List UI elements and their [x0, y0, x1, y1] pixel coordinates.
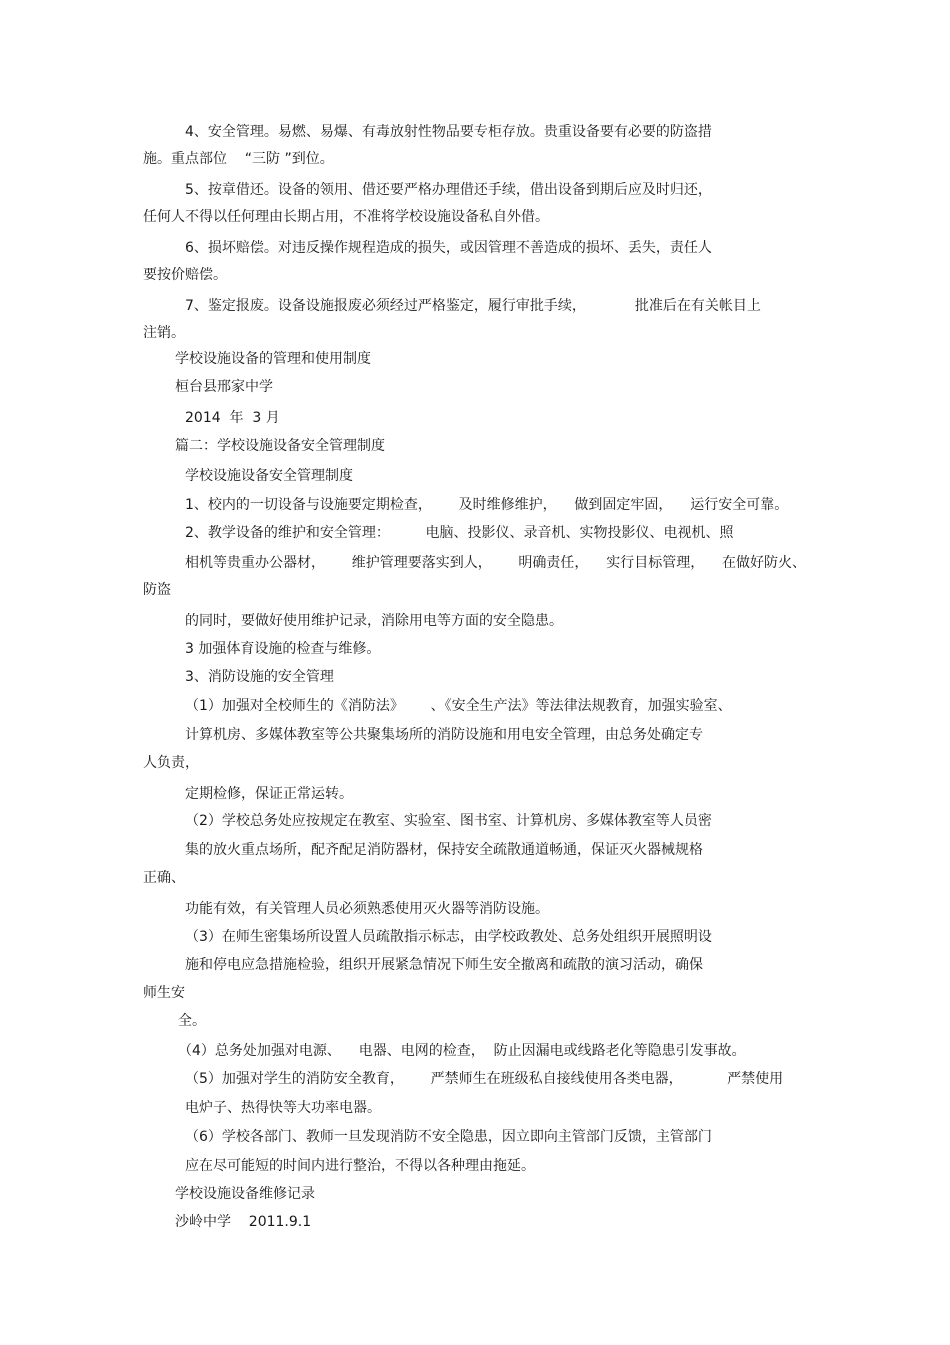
text-line: 学校设施设备的管理和使用制度 [175, 351, 371, 367]
text-line: 施。重点部位 “三防 ”到位。 [143, 151, 334, 167]
text-line: 全。 [178, 1013, 206, 1029]
text-line: 要按价赔偿。 [143, 267, 227, 283]
text-line: 集的放火重点场所，配齐配足消防器材，保持安全疏散通道畅通，保证灭火器械规格 [185, 842, 703, 858]
text-line: 3 加强体育设施的检查与维修。 [185, 641, 381, 657]
text-line: 1、校内的一切设备与设施要定期检查， 及时维修维护， 做到固定牢固， 运行安全可靠。 [185, 497, 789, 513]
text-line: 桓台县邢家中学 [175, 379, 273, 395]
text-line: 正确、 [143, 870, 185, 886]
text-line: 学校设施设备维修记录 [175, 1186, 315, 1202]
text-line: 3、消防设施的安全管理 [185, 669, 334, 685]
text-line: 篇二：学校设施设备安全管理制度 [175, 438, 385, 454]
text-line: 任何人不得以任何理由长期占用，不准将学校设施设备私自外借。 [143, 209, 549, 225]
text-line: 的同时，要做好使用维护记录，消除用电等方面的安全隐患。 [185, 613, 563, 629]
text-line: （5）加强对学生的消防安全教育， 严禁师生在班级私自接线使用各类电器， 严禁使用 [185, 1071, 784, 1087]
text-line: 人负责， [143, 755, 199, 771]
text-line: （6）学校各部门、教师一旦发现消防不安全隐患，因立即向主管部门反馈，主管部门 [185, 1129, 712, 1145]
text-line: 计算机房、多媒体教室等公共聚集场所的消防设施和用电安全管理，由总务处确定专 [185, 727, 703, 743]
text-line: （1）加强对全校师生的《消防法》 、《安全生产法》等法律法规教育，加强实验室、 [185, 698, 732, 714]
text-line: 学校设施设备安全管理制度 [185, 468, 353, 484]
text-line: 4、安全管理。易燃、易爆、有毒放射性物品要专柜存放。贵重设备要有必要的防盗措 [185, 124, 712, 140]
text-line: （2）学校总务处应按规定在教室、实验室、图书室、计算机房、多媒体教室等人员密 [185, 813, 712, 829]
text-line: 定期检修，保证正常运转。 [185, 786, 353, 802]
text-line: 注销。 [143, 325, 185, 341]
text-line: 防盗 [143, 582, 171, 598]
text-line: 沙岭中学 2011.9.1 [175, 1214, 312, 1230]
text-line: 应在尽可能短的时间内进行整治，不得以各种理由拖延。 [185, 1158, 535, 1174]
text-line: 功能有效，有关管理人员必须熟悉使用灭火器等消防设施。 [185, 901, 549, 917]
text-line: 5、按章借还。设备的领用、借还要严格办理借还手续，借出设备到期后应及时归还， [185, 182, 712, 198]
text-line: 6、损坏赔偿。对违反操作规程造成的损失，或因管理不善造成的损坏、丢失，责任人 [185, 240, 712, 256]
text-line: （3）在师生密集场所设置人员疏散指示标志，由学校政教处、总务处组织开展照明设 [185, 929, 712, 945]
text-line: 电炉子、热得快等大功率电器。 [185, 1100, 381, 1116]
text-line: 施和停电应急措施检验，组织开展紧急情况下师生安全撤离和疏散的演习活动，确保 [185, 957, 703, 973]
text-line: （4）总务处加强对电源、 电器、电网的检查， 防止因漏电或线路老化等隐患引发事故。 [178, 1043, 746, 1059]
text-line: 2014 年 3 月 [185, 410, 280, 426]
text-line: 师生安 [143, 985, 185, 1001]
text-line: 相机等贵重办公器材， 维护管理要落实到人， 明确责任， 实行目标管理， 在做好防火、 [185, 555, 807, 571]
text-line: 7、鉴定报废。设备设施报废必须经过严格鉴定，履行审批手续， 批准后在有关帐目上 [185, 298, 761, 314]
text-line: 2、教学设备的维护和安全管理： 电脑、投影仪、录音机、实物投影仪、电视机、照 [185, 525, 734, 541]
